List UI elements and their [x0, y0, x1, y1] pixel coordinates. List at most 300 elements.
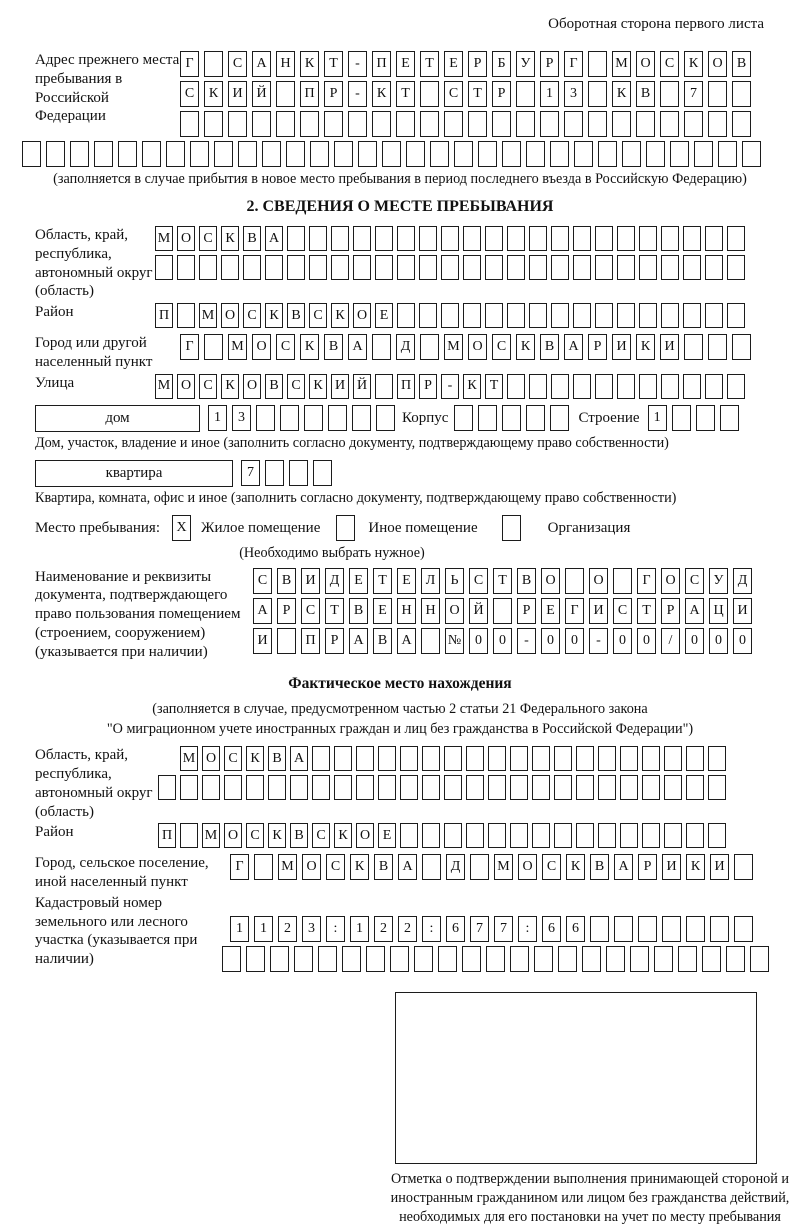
char-box[interactable]	[204, 334, 223, 360]
char-box[interactable]: :	[518, 916, 537, 942]
char-box[interactable]: А	[349, 628, 368, 654]
char-box[interactable]: К	[636, 334, 655, 360]
char-box[interactable]: О	[445, 598, 464, 624]
char-box[interactable]	[507, 303, 525, 328]
char-box[interactable]: 6	[446, 916, 465, 942]
char-box[interactable]: М	[228, 334, 247, 360]
char-box[interactable]: -	[589, 628, 608, 654]
char-box[interactable]	[358, 141, 377, 167]
char-box[interactable]	[705, 255, 723, 280]
char-box[interactable]	[353, 255, 371, 280]
char-box[interactable]	[441, 226, 459, 251]
char-box[interactable]	[510, 746, 528, 771]
char-box[interactable]	[441, 255, 459, 280]
char-box[interactable]	[516, 111, 535, 137]
char-box[interactable]	[486, 946, 505, 972]
char-box[interactable]	[318, 946, 337, 972]
char-box[interactable]: Й	[252, 81, 271, 107]
char-box[interactable]: 2	[278, 916, 297, 942]
char-box[interactable]	[726, 946, 745, 972]
char-box[interactable]: К	[309, 374, 327, 399]
char-box[interactable]	[224, 775, 242, 800]
char-box[interactable]: Т	[373, 568, 392, 594]
char-box[interactable]: Д	[325, 568, 344, 594]
char-box[interactable]	[639, 226, 657, 251]
char-box[interactable]	[734, 916, 753, 942]
char-box[interactable]	[705, 226, 723, 251]
char-box[interactable]	[620, 823, 638, 848]
char-box[interactable]: 2	[374, 916, 393, 942]
char-box[interactable]: К	[686, 854, 705, 880]
char-box[interactable]: 0	[733, 628, 752, 654]
char-box[interactable]	[672, 405, 691, 431]
char-box[interactable]	[574, 141, 593, 167]
char-box[interactable]: 0	[613, 628, 632, 654]
char-box[interactable]	[732, 334, 751, 360]
char-box[interactable]	[422, 746, 440, 771]
char-box[interactable]	[639, 255, 657, 280]
char-box[interactable]	[328, 405, 347, 431]
char-box[interactable]	[710, 916, 729, 942]
char-box[interactable]: В	[287, 303, 305, 328]
char-box[interactable]	[485, 303, 503, 328]
char-box[interactable]: А	[614, 854, 633, 880]
char-box[interactable]	[727, 374, 745, 399]
char-box[interactable]	[406, 141, 425, 167]
char-box[interactable]	[265, 460, 284, 486]
char-box[interactable]: Г	[564, 51, 583, 77]
char-box[interactable]	[419, 226, 437, 251]
char-box[interactable]: С	[243, 303, 261, 328]
char-box[interactable]	[353, 226, 371, 251]
char-box[interactable]	[598, 823, 616, 848]
char-box[interactable]	[595, 226, 613, 251]
char-box[interactable]	[565, 568, 584, 594]
char-box[interactable]	[684, 334, 703, 360]
char-box[interactable]	[214, 141, 233, 167]
char-box[interactable]: С	[326, 854, 345, 880]
char-box[interactable]	[588, 111, 607, 137]
char-box[interactable]: К	[566, 854, 585, 880]
char-box[interactable]	[378, 775, 396, 800]
char-box[interactable]	[422, 775, 440, 800]
char-box[interactable]: П	[158, 823, 176, 848]
char-box[interactable]: Л	[421, 568, 440, 594]
char-box[interactable]	[622, 141, 641, 167]
char-box[interactable]: М	[444, 334, 463, 360]
char-box[interactable]: Р	[324, 81, 343, 107]
char-box[interactable]	[516, 81, 535, 107]
char-box[interactable]	[199, 255, 217, 280]
char-box[interactable]: С	[180, 81, 199, 107]
char-box[interactable]	[614, 916, 633, 942]
char-box[interactable]: 1	[350, 916, 369, 942]
char-box[interactable]	[222, 946, 241, 972]
char-box[interactable]: А	[252, 51, 271, 77]
char-box[interactable]: Р	[638, 854, 657, 880]
char-box[interactable]	[268, 775, 286, 800]
char-box[interactable]	[382, 141, 401, 167]
char-box[interactable]: М	[202, 823, 220, 848]
char-box[interactable]: 0	[685, 628, 704, 654]
char-box[interactable]: В	[590, 854, 609, 880]
char-box[interactable]: Т	[468, 81, 487, 107]
char-box[interactable]: П	[372, 51, 391, 77]
char-box[interactable]	[660, 81, 679, 107]
char-box[interactable]	[400, 746, 418, 771]
char-box[interactable]	[576, 775, 594, 800]
char-box[interactable]: У	[516, 51, 535, 77]
char-box[interactable]: А	[398, 854, 417, 880]
char-box[interactable]	[463, 303, 481, 328]
char-box[interactable]	[595, 374, 613, 399]
char-box[interactable]: Р	[540, 51, 559, 77]
char-box[interactable]: С	[246, 823, 264, 848]
char-box[interactable]	[334, 746, 352, 771]
char-box[interactable]	[378, 746, 396, 771]
char-box[interactable]: О	[356, 823, 374, 848]
char-box[interactable]	[375, 226, 393, 251]
char-box[interactable]: Г	[230, 854, 249, 880]
char-box[interactable]	[595, 255, 613, 280]
char-box[interactable]	[636, 111, 655, 137]
char-box[interactable]: Б	[492, 51, 511, 77]
char-box[interactable]	[507, 255, 525, 280]
char-box[interactable]: Й	[469, 598, 488, 624]
char-box[interactable]: В	[517, 568, 536, 594]
char-box[interactable]: -	[348, 81, 367, 107]
checkbox-organization[interactable]	[502, 515, 521, 541]
char-box[interactable]	[342, 946, 361, 972]
char-box[interactable]: Е	[378, 823, 396, 848]
char-box[interactable]	[396, 111, 415, 137]
char-box[interactable]	[334, 141, 353, 167]
char-box[interactable]: К	[350, 854, 369, 880]
char-box[interactable]	[287, 255, 305, 280]
char-box[interactable]	[639, 374, 657, 399]
char-box[interactable]	[421, 628, 440, 654]
char-box[interactable]	[94, 141, 113, 167]
char-box[interactable]: -	[517, 628, 536, 654]
char-box[interactable]	[155, 255, 173, 280]
char-box[interactable]	[502, 405, 521, 431]
char-box[interactable]: Е	[397, 568, 416, 594]
char-box[interactable]	[46, 141, 65, 167]
char-box[interactable]: О	[202, 746, 220, 771]
char-box[interactable]: О	[636, 51, 655, 77]
char-box[interactable]: 0	[469, 628, 488, 654]
char-box[interactable]	[660, 111, 679, 137]
char-box[interactable]	[313, 460, 332, 486]
char-box[interactable]	[617, 226, 635, 251]
char-box[interactable]	[312, 775, 330, 800]
char-box[interactable]	[529, 374, 547, 399]
char-box[interactable]	[727, 226, 745, 251]
char-box[interactable]: М	[155, 374, 173, 399]
char-box[interactable]: К	[265, 303, 283, 328]
char-box[interactable]: 3	[564, 81, 583, 107]
char-box[interactable]	[620, 746, 638, 771]
char-box[interactable]	[532, 823, 550, 848]
char-box[interactable]: С	[312, 823, 330, 848]
char-box[interactable]: 7	[684, 81, 703, 107]
char-box[interactable]: 0	[541, 628, 560, 654]
char-box[interactable]	[720, 405, 739, 431]
char-box[interactable]: Й	[353, 374, 371, 399]
char-box[interactable]	[438, 946, 457, 972]
char-box[interactable]	[372, 111, 391, 137]
char-box[interactable]: В	[268, 746, 286, 771]
char-box[interactable]: 1	[648, 405, 667, 431]
char-box[interactable]: К	[300, 51, 319, 77]
char-box[interactable]	[554, 775, 572, 800]
char-box[interactable]	[262, 141, 281, 167]
char-box[interactable]	[294, 946, 313, 972]
char-box[interactable]	[466, 746, 484, 771]
char-box[interactable]	[661, 303, 679, 328]
char-box[interactable]	[734, 854, 753, 880]
char-box[interactable]	[493, 598, 512, 624]
char-box[interactable]: О	[661, 568, 680, 594]
char-box[interactable]: С	[199, 374, 217, 399]
char-box[interactable]	[708, 334, 727, 360]
char-box[interactable]	[310, 141, 329, 167]
char-box[interactable]	[478, 405, 497, 431]
char-box[interactable]	[686, 916, 705, 942]
char-box[interactable]: С	[224, 746, 242, 771]
char-box[interactable]	[289, 460, 308, 486]
char-box[interactable]	[708, 823, 726, 848]
char-box[interactable]	[466, 823, 484, 848]
char-box[interactable]	[246, 946, 265, 972]
char-box[interactable]: М	[278, 854, 297, 880]
char-box[interactable]	[683, 303, 701, 328]
char-box[interactable]	[686, 823, 704, 848]
char-box[interactable]	[582, 946, 601, 972]
char-box[interactable]: Р	[325, 628, 344, 654]
char-box[interactable]: Е	[541, 598, 560, 624]
char-box[interactable]: М	[155, 226, 173, 251]
char-box[interactable]: О	[177, 374, 195, 399]
char-box[interactable]	[422, 823, 440, 848]
char-box[interactable]	[598, 746, 616, 771]
char-box[interactable]: И	[710, 854, 729, 880]
char-box[interactable]	[664, 775, 682, 800]
char-box[interactable]	[286, 141, 305, 167]
char-box[interactable]	[466, 775, 484, 800]
char-box[interactable]: О	[221, 303, 239, 328]
char-box[interactable]: Т	[485, 374, 503, 399]
char-box[interactable]	[526, 405, 545, 431]
char-box[interactable]	[177, 303, 195, 328]
char-box[interactable]: 1	[254, 916, 273, 942]
char-box[interactable]	[309, 255, 327, 280]
char-box[interactable]	[463, 226, 481, 251]
char-box[interactable]	[488, 775, 506, 800]
char-box[interactable]	[420, 111, 439, 137]
char-box[interactable]: 2	[398, 916, 417, 942]
char-box[interactable]: В	[349, 598, 368, 624]
char-box[interactable]: И	[733, 598, 752, 624]
char-box[interactable]	[550, 141, 569, 167]
char-box[interactable]	[551, 374, 569, 399]
char-box[interactable]	[243, 255, 261, 280]
char-box[interactable]	[356, 775, 374, 800]
char-box[interactable]: П	[397, 374, 415, 399]
char-box[interactable]	[422, 854, 441, 880]
char-box[interactable]	[488, 746, 506, 771]
char-box[interactable]	[485, 226, 503, 251]
char-box[interactable]	[158, 775, 176, 800]
char-box[interactable]	[727, 303, 745, 328]
char-box[interactable]	[375, 255, 393, 280]
char-box[interactable]: А	[397, 628, 416, 654]
char-box[interactable]	[529, 303, 547, 328]
char-box[interactable]	[118, 141, 137, 167]
char-box[interactable]	[708, 746, 726, 771]
char-box[interactable]: :	[326, 916, 345, 942]
char-box[interactable]	[470, 854, 489, 880]
char-box[interactable]: П	[155, 303, 173, 328]
char-box[interactable]	[507, 226, 525, 251]
char-box[interactable]: С	[542, 854, 561, 880]
char-box[interactable]	[694, 141, 713, 167]
char-box[interactable]	[142, 141, 161, 167]
char-box[interactable]: О	[589, 568, 608, 594]
char-box[interactable]	[683, 226, 701, 251]
char-box[interactable]: С	[228, 51, 247, 77]
char-box[interactable]	[638, 916, 657, 942]
char-box[interactable]	[190, 141, 209, 167]
char-box[interactable]	[510, 823, 528, 848]
char-box[interactable]	[312, 746, 330, 771]
char-box[interactable]	[620, 775, 638, 800]
char-box[interactable]	[573, 255, 591, 280]
char-box[interactable]: 0	[637, 628, 656, 654]
char-box[interactable]: О	[302, 854, 321, 880]
char-box[interactable]	[642, 746, 660, 771]
char-box[interactable]: С	[253, 568, 272, 594]
char-box[interactable]: А	[265, 226, 283, 251]
char-box[interactable]	[430, 141, 449, 167]
char-box[interactable]: Г	[637, 568, 656, 594]
char-box[interactable]: В	[265, 374, 283, 399]
char-box[interactable]: 1	[230, 916, 249, 942]
char-box[interactable]: И	[228, 81, 247, 107]
char-box[interactable]	[256, 405, 275, 431]
char-box[interactable]	[22, 141, 41, 167]
char-box[interactable]	[686, 775, 704, 800]
char-box[interactable]: У	[709, 568, 728, 594]
char-box[interactable]: Т	[420, 51, 439, 77]
char-box[interactable]: И	[331, 374, 349, 399]
char-box[interactable]	[444, 111, 463, 137]
char-box[interactable]	[534, 946, 553, 972]
char-box[interactable]	[444, 775, 462, 800]
char-box[interactable]: С	[660, 51, 679, 77]
char-box[interactable]	[551, 255, 569, 280]
char-box[interactable]: -	[441, 374, 459, 399]
char-box[interactable]	[661, 374, 679, 399]
char-box[interactable]: 3	[232, 405, 251, 431]
char-box[interactable]	[702, 946, 721, 972]
char-box[interactable]: С	[444, 81, 463, 107]
char-box[interactable]	[705, 374, 723, 399]
char-box[interactable]: И	[662, 854, 681, 880]
char-box[interactable]: Н	[421, 598, 440, 624]
char-box[interactable]	[576, 746, 594, 771]
char-box[interactable]: И	[612, 334, 631, 360]
char-box[interactable]	[492, 111, 511, 137]
char-box[interactable]	[554, 823, 572, 848]
char-box[interactable]: О	[243, 374, 261, 399]
char-box[interactable]: И	[253, 628, 272, 654]
char-box[interactable]	[414, 946, 433, 972]
char-box[interactable]	[573, 374, 591, 399]
char-box[interactable]	[617, 303, 635, 328]
char-box[interactable]	[420, 334, 439, 360]
char-box[interactable]	[478, 141, 497, 167]
char-box[interactable]: 1	[540, 81, 559, 107]
char-box[interactable]: Г	[180, 334, 199, 360]
char-box[interactable]	[454, 405, 473, 431]
char-box[interactable]	[366, 946, 385, 972]
char-box[interactable]	[732, 111, 751, 137]
char-box[interactable]: К	[268, 823, 286, 848]
char-box[interactable]: А	[290, 746, 308, 771]
char-box[interactable]	[661, 255, 679, 280]
char-box[interactable]: К	[204, 81, 223, 107]
char-box[interactable]: И	[660, 334, 679, 360]
char-box[interactable]: К	[246, 746, 264, 771]
char-box[interactable]	[551, 226, 569, 251]
char-box[interactable]: А	[348, 334, 367, 360]
char-box[interactable]: В	[324, 334, 343, 360]
char-box[interactable]	[287, 226, 305, 251]
char-box[interactable]: К	[334, 823, 352, 848]
char-box[interactable]	[588, 81, 607, 107]
char-box[interactable]: В	[277, 568, 296, 594]
char-box[interactable]: В	[732, 51, 751, 77]
char-box[interactable]: 6	[566, 916, 585, 942]
char-box[interactable]: С	[287, 374, 305, 399]
char-box[interactable]: В	[373, 628, 392, 654]
char-box[interactable]: А	[564, 334, 583, 360]
char-box[interactable]: О	[252, 334, 271, 360]
char-box[interactable]	[419, 303, 437, 328]
char-box[interactable]	[550, 405, 569, 431]
char-box[interactable]	[324, 111, 343, 137]
char-box[interactable]	[444, 746, 462, 771]
char-box[interactable]: Р	[419, 374, 437, 399]
char-box[interactable]: Д	[446, 854, 465, 880]
char-box[interactable]	[180, 823, 198, 848]
char-box[interactable]: М	[494, 854, 513, 880]
char-box[interactable]	[664, 746, 682, 771]
char-box[interactable]: О	[518, 854, 537, 880]
char-box[interactable]: С	[613, 598, 632, 624]
char-box[interactable]: 7	[470, 916, 489, 942]
char-box[interactable]: Т	[396, 81, 415, 107]
char-box[interactable]: 1	[208, 405, 227, 431]
char-box[interactable]: И	[589, 598, 608, 624]
char-box[interactable]: Р	[277, 598, 296, 624]
char-box[interactable]: Ц	[709, 598, 728, 624]
char-box[interactable]	[532, 746, 550, 771]
char-box[interactable]: К	[612, 81, 631, 107]
char-box[interactable]: :	[422, 916, 441, 942]
char-box[interactable]	[617, 374, 635, 399]
